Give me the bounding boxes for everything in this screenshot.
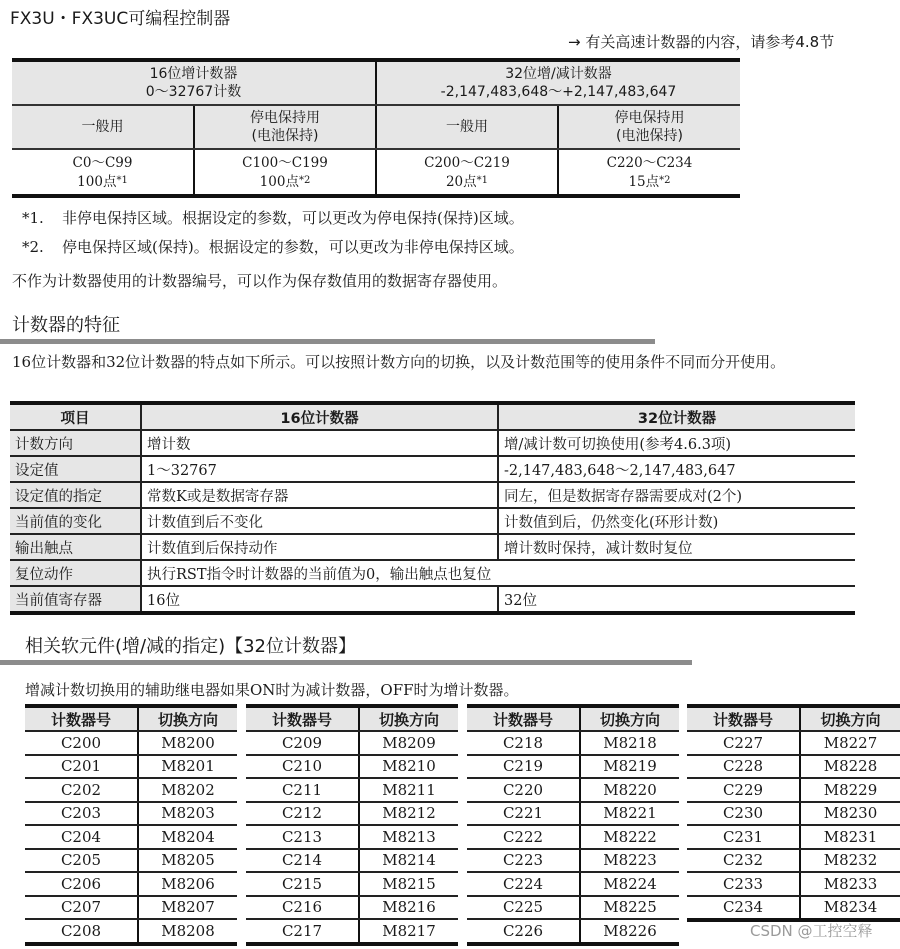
table-row <box>687 825 900 849</box>
row-label: 计数方向 <box>10 430 141 456</box>
counter-no: C208 <box>25 919 138 944</box>
table-header-row <box>25 706 237 731</box>
counter-no: C230 <box>687 802 800 826</box>
footnote-2 <box>22 236 524 257</box>
col-sublabel: (电池保持) <box>616 128 683 144</box>
direction-relay: M8233 <box>800 872 900 896</box>
col-label: 停电保持用 <box>614 110 685 126</box>
footnote-mark: *2. <box>22 238 44 256</box>
cell-range-latched-16 <box>194 149 376 196</box>
counter-no: C213 <box>246 825 359 849</box>
cell-32bit: 增计数时保持，减计数时复位 <box>498 534 855 560</box>
group-16bit-range: 0～32767计数 <box>145 84 242 100</box>
table-row <box>246 825 458 849</box>
counter-no: C207 <box>25 896 138 920</box>
col-header-latched-32 <box>558 105 740 149</box>
direction-relay: M8216 <box>359 896 458 920</box>
direction-relay: M8226 <box>580 919 679 944</box>
row-label: 当前值的变化 <box>10 508 141 534</box>
col-label: 停电保持用 <box>250 110 320 126</box>
counter-no: C203 <box>25 802 138 826</box>
counter-as-register-note: 不作为计数器使用的计数器编号，可以作为保存数值用的数据寄存器使用。 <box>12 272 508 290</box>
table-row <box>246 802 458 826</box>
counter-no: C220 <box>467 778 580 802</box>
counter-no: C204 <box>25 825 138 849</box>
table-row <box>467 802 679 826</box>
table-row <box>687 755 900 779</box>
group-32bit-title: 32位增/减计数器 <box>505 66 612 82</box>
counter-no: C222 <box>467 825 580 849</box>
direction-relay: M8223 <box>580 849 679 873</box>
header-counter-no: 计数器号 <box>467 706 580 731</box>
counter-no: C226 <box>467 919 580 944</box>
counter-no: C209 <box>246 731 359 755</box>
point-count: 100点 <box>259 173 299 190</box>
counter-no: C231 <box>687 825 800 849</box>
row-label: 当前值寄存器 <box>10 586 141 613</box>
section-divider <box>0 339 655 344</box>
cell-range-general-32 <box>376 149 558 196</box>
table-row <box>25 802 237 826</box>
counter-no: C210 <box>246 755 359 779</box>
table-row <box>467 825 679 849</box>
document-title: FX3U・FX3UC可编程控制器 <box>10 9 231 29</box>
counter-no: C211 <box>246 778 359 802</box>
direction-relay: M8232 <box>800 849 900 873</box>
direction-relay: M8201 <box>138 755 237 779</box>
header-direction: 切换方向 <box>359 706 458 731</box>
header-32bit: 32位计数器 <box>498 403 855 430</box>
table-row <box>687 802 900 826</box>
direction-relay: M8206 <box>138 872 237 896</box>
direction-relay: M8224 <box>580 872 679 896</box>
direction-relay: M8213 <box>359 825 458 849</box>
direction-relay: M8231 <box>800 825 900 849</box>
table-row <box>687 849 900 873</box>
watermark: CSDN @工控空释 <box>750 922 873 940</box>
direction-relay: M8229 <box>800 778 900 802</box>
row-label: 复位动作 <box>10 560 141 586</box>
direction-relay: M8221 <box>580 802 679 826</box>
device-range: C100～C199 <box>242 154 328 171</box>
counter-no: C229 <box>687 778 800 802</box>
col-label: 一般用 <box>81 119 124 135</box>
counter-no: C212 <box>246 802 359 826</box>
direction-relay: M8215 <box>359 872 458 896</box>
cell-32bit: 增/减计数可切换使用(参考4.6.3项) <box>498 430 855 456</box>
device-range: C220～C234 <box>606 154 693 171</box>
feature-comparison-table <box>10 401 855 615</box>
footnote-ref: *1 <box>476 174 489 186</box>
row-label: 设定值的指定 <box>10 482 141 508</box>
table-row <box>246 778 458 802</box>
group-32bit-range: -2,147,483,648～+2,147,483,647 <box>440 84 677 100</box>
counter-no: C205 <box>25 849 138 873</box>
direction-map-table-4 <box>687 704 900 922</box>
direction-relay: M8211 <box>359 778 458 802</box>
footnote-ref: *2 <box>298 174 311 186</box>
cell-16bit: 1～32767 <box>141 456 498 482</box>
table-header-row <box>10 403 855 430</box>
table-row <box>10 482 855 508</box>
point-count: 100点 <box>77 173 117 190</box>
cell-range-general-16 <box>12 149 194 196</box>
counter-no: C214 <box>246 849 359 873</box>
direction-relay: M8205 <box>138 849 237 873</box>
device-range: C200～C219 <box>424 154 510 171</box>
row-label: 输出触点 <box>10 534 141 560</box>
direction-relay: M8225 <box>580 896 679 920</box>
cell-16bit: 16位 <box>141 586 498 613</box>
table-header-row <box>687 706 900 731</box>
footnote-ref: *1 <box>116 174 128 186</box>
point-count: 15点 <box>628 173 660 190</box>
table-row <box>25 731 237 755</box>
table-row <box>10 508 855 534</box>
direction-map-table-3 <box>467 704 679 946</box>
table-row <box>246 755 458 779</box>
table-row <box>10 430 855 456</box>
col-label: 一般用 <box>446 119 488 135</box>
counter-no: C223 <box>467 849 580 873</box>
table-row <box>687 778 900 802</box>
counter-spec-table <box>12 58 740 198</box>
cell-16bit: 计数值到后不变化 <box>141 508 498 534</box>
direction-relay: M8230 <box>800 802 900 826</box>
direction-relay: M8202 <box>138 778 237 802</box>
footnote-1 <box>22 207 524 228</box>
counter-no: C219 <box>467 755 580 779</box>
section-divider <box>0 660 692 665</box>
table-header-row <box>467 706 679 731</box>
counter-no: C206 <box>25 872 138 896</box>
table-row <box>687 896 900 921</box>
table-row <box>246 872 458 896</box>
direction-relay: M8234 <box>800 896 900 921</box>
direction-relay: M8208 <box>138 919 237 944</box>
direction-relay: M8227 <box>800 731 900 755</box>
col-header-general-32 <box>376 105 558 149</box>
direction-relay: M8200 <box>138 731 237 755</box>
table-row <box>25 919 237 944</box>
header-counter-no: 计数器号 <box>246 706 359 731</box>
direction-map-table-2 <box>246 704 458 946</box>
table-row <box>25 872 237 896</box>
cell-range-latched-32 <box>558 149 740 196</box>
direction-relay: M8218 <box>580 731 679 755</box>
table-row <box>467 919 679 944</box>
point-count: 20点 <box>445 173 477 190</box>
counter-no: C202 <box>25 778 138 802</box>
footnote-text: 非停电保持区域。根据设定的参数，可以更改为停电保持(保持)区域。 <box>62 209 524 227</box>
table-row <box>25 825 237 849</box>
footnote-ref: *2 <box>659 174 671 186</box>
counter-no: C228 <box>687 755 800 779</box>
cell-16bit: 增计数 <box>141 430 498 456</box>
direction-map-table-1 <box>25 704 237 946</box>
table-row <box>687 731 900 755</box>
counter-no: C232 <box>687 849 800 873</box>
table-row <box>25 755 237 779</box>
counter-no: C221 <box>467 802 580 826</box>
direction-relay: M8217 <box>359 919 458 944</box>
col-header-general-16 <box>12 105 194 149</box>
table-row <box>246 731 458 755</box>
header-direction: 切换方向 <box>580 706 679 731</box>
group-16bit-title: 16位增计数器 <box>149 66 238 82</box>
counter-no: C217 <box>246 919 359 944</box>
table-row <box>467 755 679 779</box>
cell-merged: 执行RST指令时计数器的当前值为0，输出触点也复位 <box>141 560 855 586</box>
direction-relay: M8212 <box>359 802 458 826</box>
col-header-latched-16 <box>194 105 376 149</box>
cell-32bit: 计数值到后，仍然变化(环形计数) <box>498 508 855 534</box>
header-16bit: 16位计数器 <box>141 403 498 430</box>
counter-no: C216 <box>246 896 359 920</box>
footnote-mark: *1. <box>22 209 44 227</box>
features-intro: 16位计数器和32位计数器的特点如下所示。可以按照计数方向的切换，以及计数范围等的使用条件不同而分开使用。 <box>12 353 786 371</box>
header-direction: 切换方向 <box>800 706 900 731</box>
cell-32bit: 32位 <box>498 586 855 613</box>
table-row <box>25 896 237 920</box>
reference-note: → 有关高速计数器的内容，请参考4.8节 <box>568 33 835 51</box>
table-row <box>246 896 458 920</box>
header-counter-no: 计数器号 <box>25 706 138 731</box>
cell-16bit: 计数值到后保持动作 <box>141 534 498 560</box>
direction-relay: M8219 <box>580 755 679 779</box>
section-title-related-devices: 相关软元件(增/减的指定)【32位计数器】 <box>25 636 357 657</box>
table-row <box>25 778 237 802</box>
table-row <box>467 778 679 802</box>
counter-no: C224 <box>467 872 580 896</box>
direction-relay: M8209 <box>359 731 458 755</box>
counter-no: C201 <box>25 755 138 779</box>
table-row <box>25 849 237 873</box>
direction-relay: M8228 <box>800 755 900 779</box>
direction-relay: M8204 <box>138 825 237 849</box>
group-16bit-header <box>12 60 376 105</box>
col-sublabel: (电池保持) <box>251 128 319 144</box>
table-row <box>10 560 855 586</box>
table-row <box>467 731 679 755</box>
direction-relay: M8210 <box>359 755 458 779</box>
cell-32bit: 同左，但是数据寄存器需要成对(2个) <box>498 482 855 508</box>
cell-32bit: -2,147,483,648～2,147,483,647 <box>498 456 855 482</box>
counter-no: C233 <box>687 872 800 896</box>
counter-no: C215 <box>246 872 359 896</box>
table-row <box>467 896 679 920</box>
table-row <box>246 849 458 873</box>
direction-relay: M8214 <box>359 849 458 873</box>
related-devices-intro: 增减计数切换用的辅助继电器如果ON时为减计数器，OFF时为增计数器。 <box>25 681 519 699</box>
direction-relay: M8220 <box>580 778 679 802</box>
counter-no: C218 <box>467 731 580 755</box>
table-row <box>467 849 679 873</box>
table-row <box>687 872 900 896</box>
table-row <box>246 919 458 944</box>
group-32bit-header <box>376 60 740 105</box>
header-item: 项目 <box>10 403 141 430</box>
direction-relay: M8222 <box>580 825 679 849</box>
device-range: C0～C99 <box>72 154 133 171</box>
header-direction: 切换方向 <box>138 706 237 731</box>
direction-relay: M8207 <box>138 896 237 920</box>
direction-relay: M8203 <box>138 802 237 826</box>
table-row <box>10 586 855 613</box>
cell-16bit: 常数K或是数据寄存器 <box>141 482 498 508</box>
table-row <box>10 456 855 482</box>
header-counter-no: 计数器号 <box>687 706 800 731</box>
table-row <box>467 872 679 896</box>
footnote-text: 停电保持区域(保持)。根据设定的参数，可以更改为非停电保持区域。 <box>62 238 524 256</box>
counter-no: C234 <box>687 896 800 921</box>
section-title-features: 计数器的特征 <box>12 315 120 336</box>
counter-no: C227 <box>687 731 800 755</box>
table-row <box>10 534 855 560</box>
table-header-row <box>246 706 458 731</box>
row-label: 设定值 <box>10 456 141 482</box>
counter-no: C225 <box>467 896 580 920</box>
counter-no: C200 <box>25 731 138 755</box>
